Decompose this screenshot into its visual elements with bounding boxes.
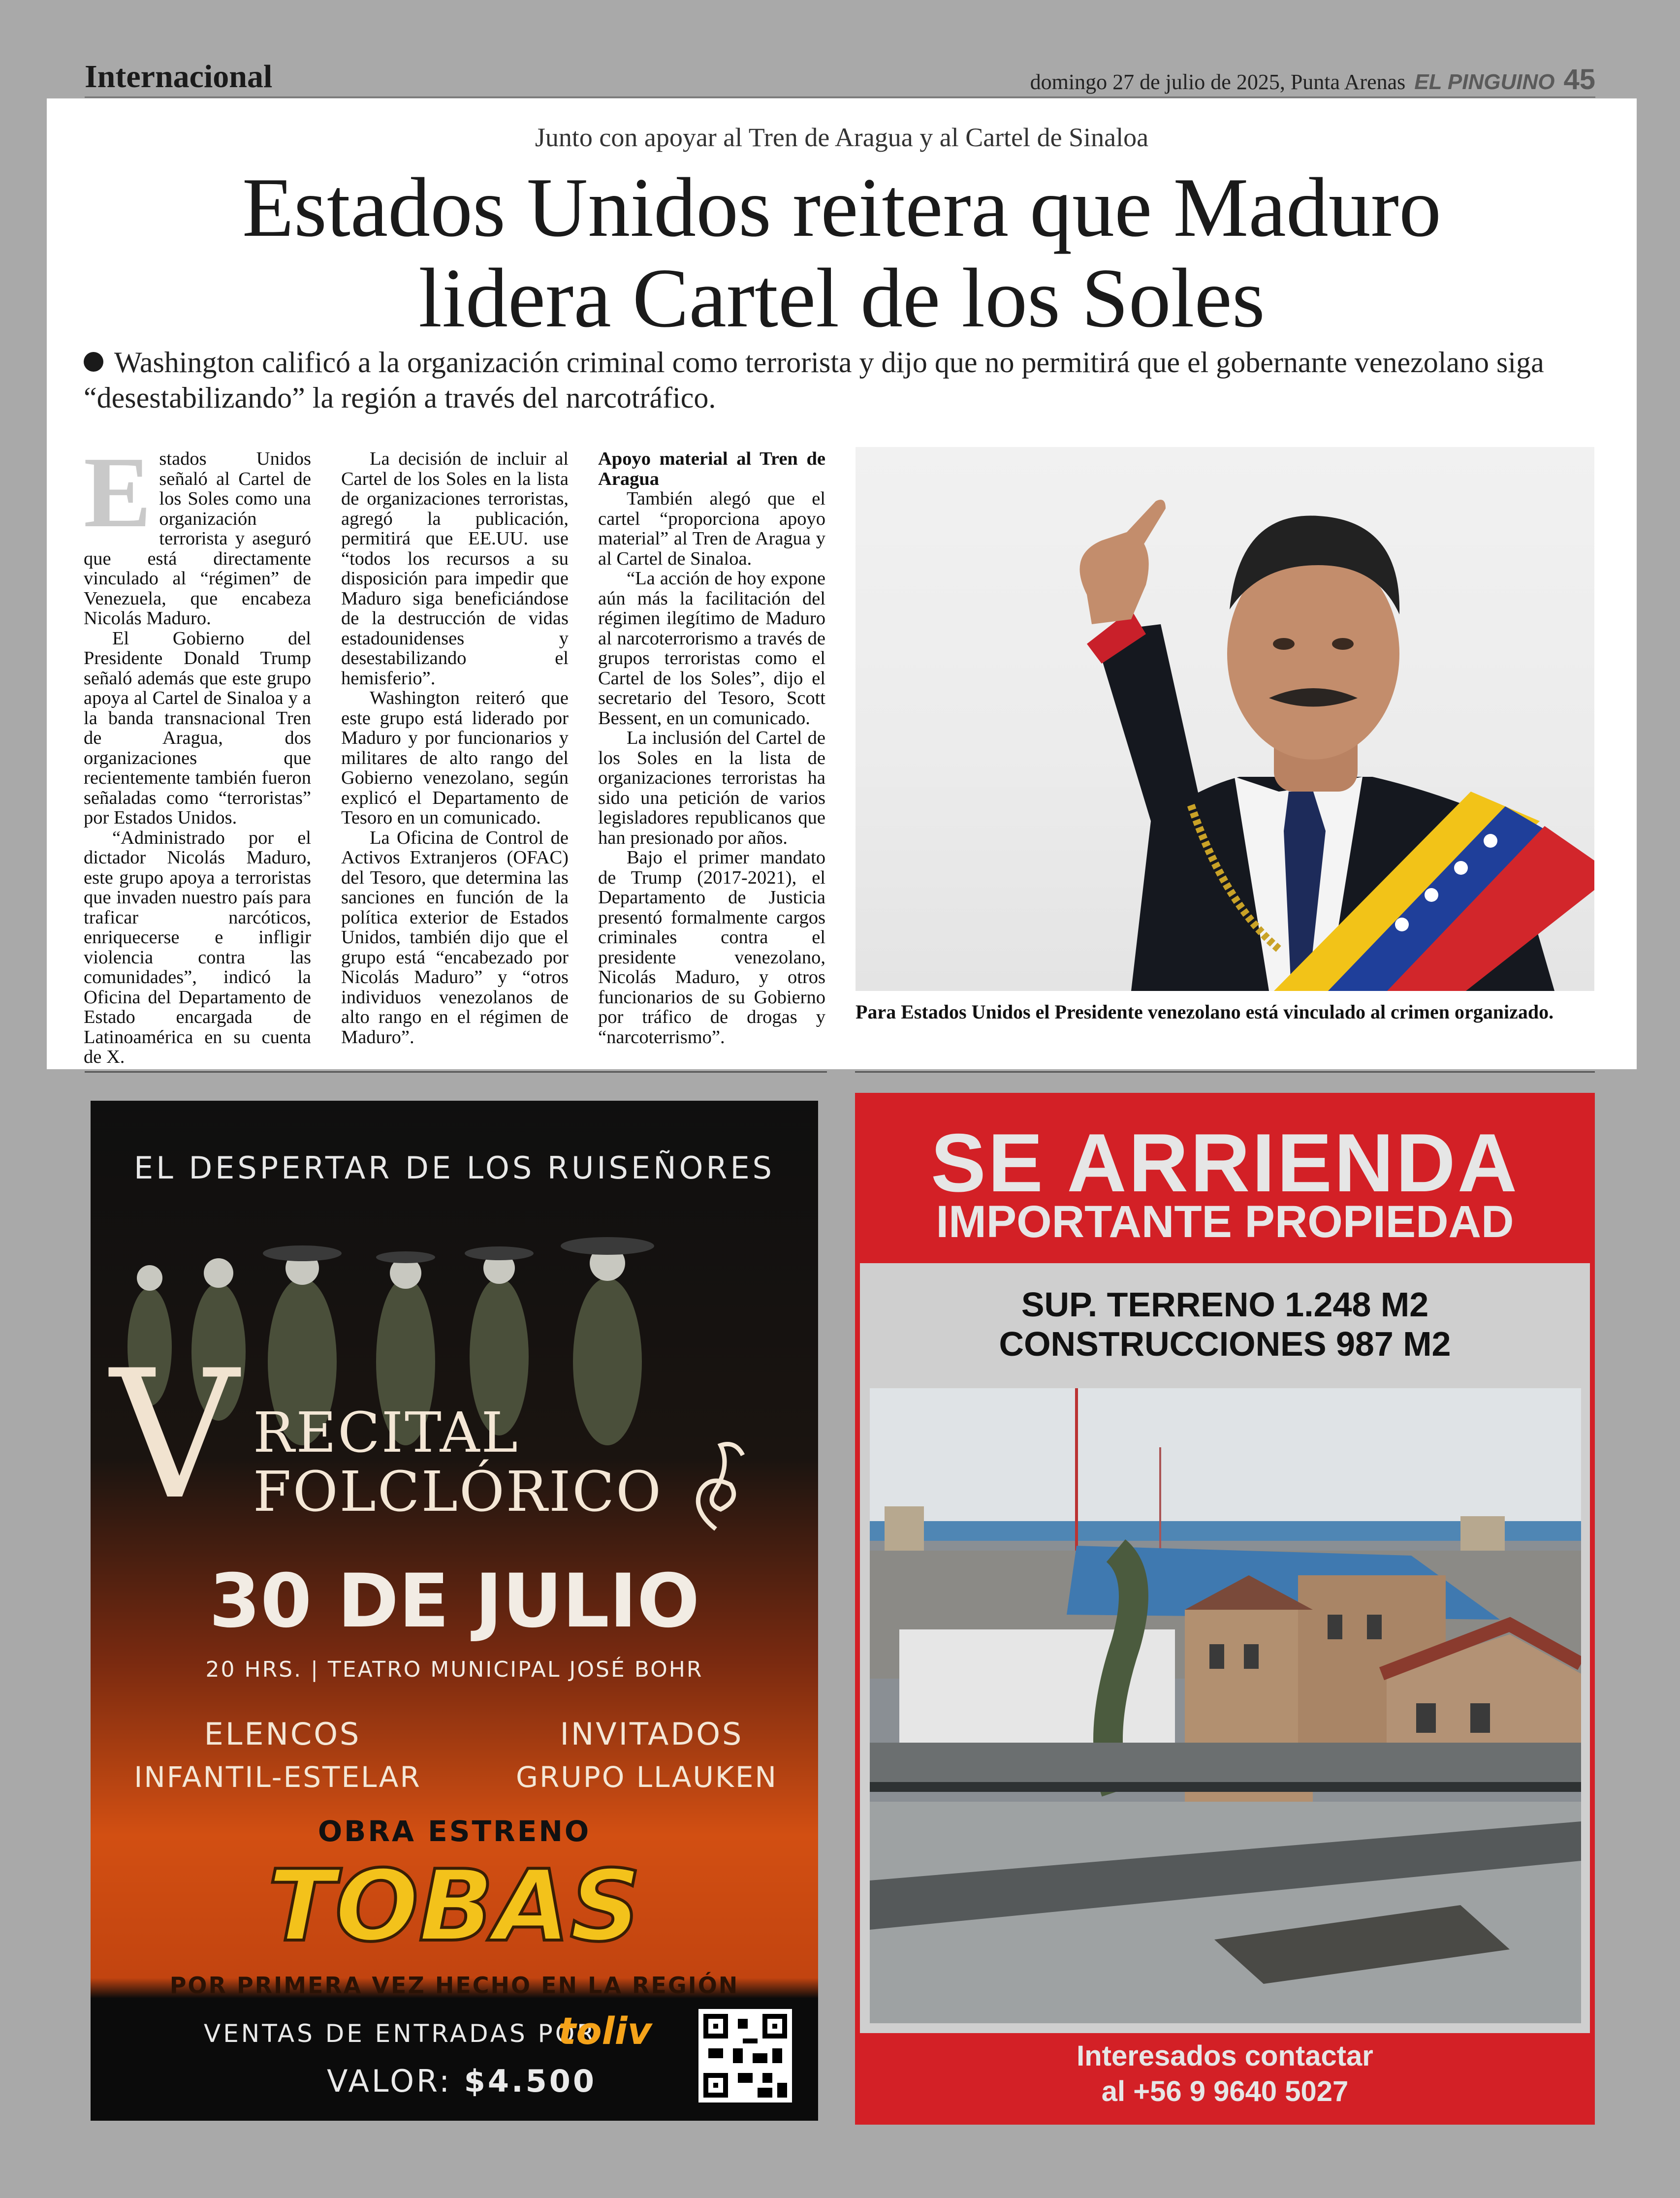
headline-line-2: lidera Cartel de los Soles xyxy=(418,252,1265,345)
ad-rule-left xyxy=(85,1071,827,1073)
se-arrienda: SE ARRIENDA xyxy=(930,1116,1520,1209)
contact-line-1: Interesados contactar xyxy=(1077,2040,1373,2072)
concert-time-place: 20 HRS. | TEATRO MUNICIPAL JOSÉ BOHR xyxy=(205,1657,703,1682)
paragraph: La Oficina de Control de Activos Extranjeros (OFAC) del Tesoro, que determina las sanciones en función de la política exterior de Estados Unidos, también dijo que el grupo está “encabezado por Nicolás Maduro” y “otros individuos venezolanos de alto rango en el régimen de Maduro”. xyxy=(341,827,569,1048)
ad-rule-right xyxy=(855,1071,1595,1073)
v-letter: V xyxy=(110,1332,238,1538)
photo-caption: Para Estados Unidos el Presidente venezolano está vinculado al crimen organizado. xyxy=(856,1001,1554,1023)
page-number: 45 xyxy=(1563,64,1595,96)
importante-propiedad: IMPORTANTE PROPIEDAD xyxy=(936,1197,1514,1247)
section-name: Internacional xyxy=(85,59,273,95)
obra-estreno: OBRA ESTRENO xyxy=(317,1815,591,1848)
elencos-label: ELENCOS xyxy=(204,1716,361,1752)
paragraph: El Gobierno del Presidente Donald Trump señaló además que este grupo apoya al Cartel de Sinaloa y a la banda transnacional Tren de Aragua, dos organizaciones que recientemente también fueron señaladas como “terroristas” por Estados Unidos. xyxy=(84,628,311,828)
primera-vez: POR PRIMERA VEZ HECHO EN LA REGIÓN xyxy=(169,1972,739,1999)
treble-clef-bird-icon xyxy=(681,1435,750,1534)
page-meta xyxy=(1030,63,1595,96)
sup-terreno: SUP. TERRENO 1.248 M2 xyxy=(1021,1285,1429,1324)
tobas-title: TOBAS xyxy=(268,1849,641,1964)
article-column-1 xyxy=(84,436,311,1067)
article xyxy=(47,98,1637,1069)
contact-line-2: al +56 9 9640 5027 xyxy=(1101,2075,1349,2107)
invitados-value: GRUPO LLAUKEN xyxy=(516,1760,778,1794)
concert-date: 30 DE JULIO xyxy=(209,1559,700,1644)
lead-text: Washington calificó a la organización criminal como terrorista y dijo que no permitirá que el gobernante venezolano siga “desestabilizando” la región a través del narcotráfico. xyxy=(84,346,1544,414)
paragraph: Washington reiteró que este grupo está liderado por Maduro y por funcionarios y militares de alto rango del Gobierno venezolano, según explicó el Departamento de Tesoro en un comunicado. xyxy=(341,688,569,828)
bullet-icon xyxy=(84,352,103,372)
president-photo-illustration xyxy=(856,447,1594,991)
article-column-2 xyxy=(341,449,569,1047)
article-lead xyxy=(84,345,1610,415)
valor-label: VALOR: xyxy=(327,2063,452,2099)
folclorico-word: FOLCLÓRICO xyxy=(253,1460,663,1524)
issue-date: domingo 27 de julio de 2025, Punta Arenas xyxy=(1030,70,1406,94)
ventas-label: VENTAS DE ENTRADAS POR xyxy=(204,2019,597,2048)
invitados-label: INVITADOS xyxy=(560,1716,744,1752)
paragraph: “Administrado por el dictador Nicolás Maduro, este grupo apoya a terroristas que invaden nuestro país para traficar narcóticos, enriquecerse e infligir violencia contra las comunidades”, indicó la Oficina del Departamento de Estado encargada de Latinoamérica en su cuenta de X. xyxy=(84,827,311,1067)
article-headline xyxy=(47,162,1637,344)
construcciones: CONSTRUCCIONES 987 M2 xyxy=(999,1325,1451,1363)
toliv-logo: toliv xyxy=(558,2009,652,2053)
drop-cap: E xyxy=(84,436,152,548)
paragraph: También alegó que el cartel “proporciona apoyo material” al Tren de Aragua y al Cartel de Sinaloa. xyxy=(598,488,825,569)
paragraph: La inclusión del Cartel de los Soles en la lista de organizaciones terroristas ha sido una petición de varios legisladores republicanos que han presionado por años. xyxy=(598,728,825,848)
property-photo-illustration xyxy=(870,1388,1581,2023)
article-kicker: Junto con apoyar al Tren de Aragua y al Cartel de Sinaloa xyxy=(535,123,1149,152)
paragraph: La decisión de incluir al Cartel de los Soles en la lista de organizaciones terroristas, agregó la publicación, permitirá que EE.UU. use “todos los recursos a su disposición para impedir que Maduro siga beneficiándose de la destrucción de vidas estadounidenses y desestabilizando el hemisferio”. xyxy=(341,448,569,689)
elencos-value: INFANTIL-ESTELAR xyxy=(134,1760,421,1794)
valor-amount: $4.500 xyxy=(464,2063,597,2099)
headline-line-1: Estados Unidos reitera que Maduro xyxy=(242,161,1442,255)
recital-word: RECITAL xyxy=(253,1401,519,1465)
paragraph: Bajo el primer mandato de Trump (2017-2021), el Departamento de Justicia presentó formalmente cargos criminales contra el presidente venezolano, Nicolás Maduro, y otros funcionarios de su Gobierno por tráfico de drogas y “narcoterrismo”. xyxy=(598,847,825,1048)
qr-code-icon xyxy=(698,2009,792,2102)
header-rule xyxy=(85,96,1595,98)
concert-advertisement xyxy=(91,1101,818,2121)
property-advertisement xyxy=(855,1093,1595,2125)
newspaper-name: EL PINGUINO xyxy=(1414,70,1555,94)
news-photo xyxy=(856,447,1594,991)
concert-title: EL DESPERTAR DE LOS RUISEÑORES xyxy=(134,1150,775,1186)
paragraph: “La acción de hoy expone aún más la facilitación del régimen ilegítimo de Maduro al narcoterrorismo a través de grupos terroristas como el Cartel de los Soles”, dijo el secretario del Tesoro, Scott Bessent, en un comunicado. xyxy=(598,568,825,729)
article-column-3 xyxy=(598,449,825,1047)
valor xyxy=(327,2063,597,2099)
article-subhead: Apoyo material al Tren de Aragua xyxy=(598,448,825,489)
paragraph: stados Unidos señaló al Cartel de los Soles como una organización terrorista y aseguró que está directamente vinculado al “régimen” de Venezuela, que encabeza Nicolás Maduro. xyxy=(84,448,311,629)
